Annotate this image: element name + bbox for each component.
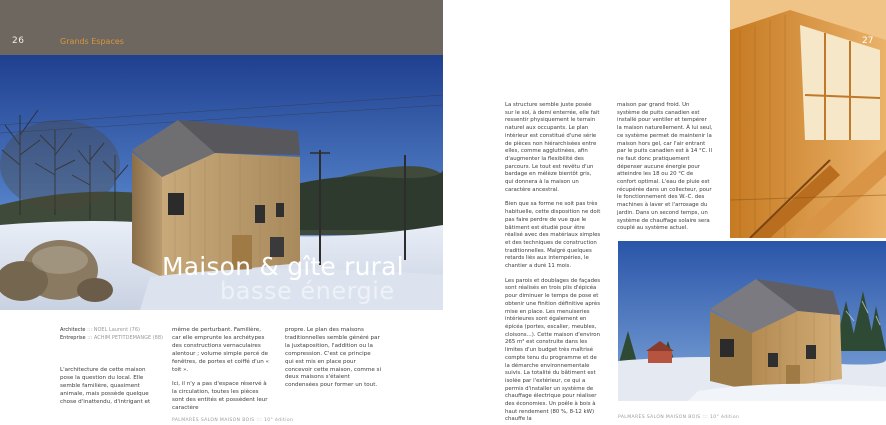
article-title [162, 252, 404, 305]
text-column-5 [617, 102, 713, 240]
title-line-1: Maison & gîte rural [162, 252, 404, 281]
text-column-1 [60, 367, 152, 414]
paragraph: Bien que sa forme ne soit pas très habituelle, cette disposition ne doit pas faire perdre de vue que le bâtiment est étudié pour être réalisé avec des matériaux simples et des techniques de construction traditionnelles. Malgré quelques retards liés aux intempéries, le chantier a duré 11 mois. [505, 201, 601, 270]
page-number-left: 26 [12, 36, 25, 46]
page-number-right: 27 [862, 36, 874, 46]
paragraph: Ici, il n'y a pas d'espace réservé à la circulation, toutes les pièces sont des entités et possèdent leur caractère [172, 381, 268, 412]
paragraph: maison par grand froid. Un système de puits canadien est installé pour ventiler et tempérer la maison naturellement. À lui seul, ce système permet de maintenir la maison hors gel, car l'air entrant par le puits canadien est à 14 °C. Il ne faut donc pratiquement dépenser aucune énergie pour atteindre les 18 ou 20 °C de confort optimal. L'eau de pluie est récupérée dans un collecteur, pour le fonctionnement des W.-C. des machines à laver et l'arrosage du jardin. Dans un second temps, un système de chauffage solaire sera couplé au système actuel. [617, 102, 713, 232]
text-column-4 [505, 102, 601, 425]
paragraph: propre. Le plan des maisons traditionnelles semble généré par la juxtaposition, l'addition ou la compression. C'est ce principe qui est mis en place pour concevoir cette maison, comme si deux maisons s'étaient condensées pour former un tout. [285, 327, 382, 389]
title-line-2: basse énergie [220, 277, 395, 305]
paragraph: L'architecture de cette maison pose la question du local. Elle semble familière, quasiment animale, mais possède quelque chose d'inattendu, d'intrigant et [60, 367, 151, 405]
architect-label: Architecte [60, 327, 86, 333]
text-column-2 [172, 327, 270, 420]
credit-company: Entreprise ::: ACHIM PETITDEMANGE (88) [60, 334, 163, 341]
section-label: Grands Espaces [60, 37, 124, 46]
project-credits [60, 327, 163, 342]
paragraph: Les parois et doublages de façades sont réalisés en trois plis d'épicéa pour diminuer le temps de pose et obtenir une finition définitive après mise en place. Les menuiseries intérieures sont également en épicéa (portes, escalier, meubles, cloisons...). Cette maison d'environ 265 m² est construite dans les limites d'un budget très maîtrisé compte tenu du programme et de la démarche environnementale suivis. La totalité du bâtiment est isolée par l'extérieur, ce qui a permis d'installer un système de chauffage électrique pour réaliser des économies. Un poêle à bois à haut rendement (80 %, 8-12 kW) chauffe la [505, 277, 601, 423]
paragraph: même de perturbant. Familière, car elle emprunte les archétypes des constructions vernaculaires alentour ; volume simple percé de fenêtres, de portes et coiffé d'un « toit ». [172, 327, 269, 373]
paragraph: La structure semble juste posée sur le sol, à demi enterrée, elle fait ressentir physiquement le terrain naturel aux occupants. Le plan intérieur est constitué d'une série de pièces non hiérarchisées entre elles, comme agglutinées, afin d'augmenter la flexibilité des parcours. Le tout est revêtu d'un bardage en mélèze bientôt gris, qui donnera à la maison un caractère ancestral. [505, 102, 600, 193]
architect-value: NOEL Laurent (76) [93, 327, 140, 333]
credit-architect: Architecte ::: NOEL Laurent (76) [60, 327, 140, 333]
footer-right: PALMARÈS SALON MAISON BOIS ::: 10° édition [618, 415, 740, 420]
company-value: ACHIM PETITDEMANGE (88) [93, 334, 163, 341]
second-house-photo [618, 241, 886, 401]
text-column-3 [285, 327, 381, 397]
company-label: Entreprise [60, 334, 86, 341]
header-band [0, 0, 443, 55]
footer-left: PALMARÈS SALON MAISON BOIS ::: 10° édition [172, 418, 294, 423]
